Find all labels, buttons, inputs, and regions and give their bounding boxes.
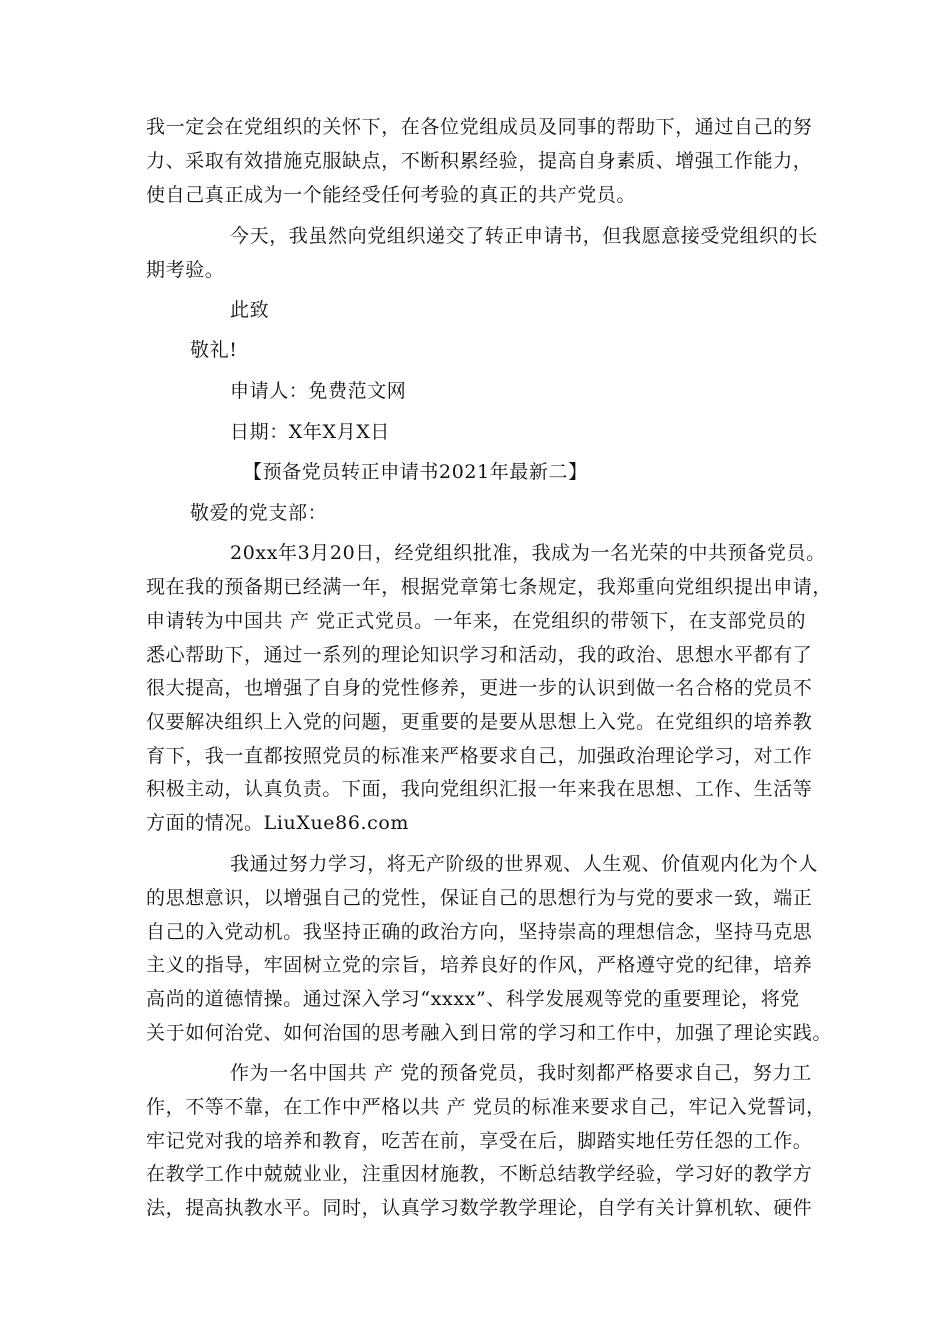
paragraph-line: 悉心帮助下，通过一系列的理论知识学习和活动，我的政治、思想水平都有了 (146, 644, 813, 666)
paragraph-line: 的思想意识，以增强自己的党性，保证自己的思想行为与党的要求一致，端正 (146, 887, 813, 909)
paragraph-line: 在教学工作中兢兢业业，注重因材施教，不断总结教学经验，学习好的教学方 (146, 1163, 813, 1185)
section-title: 【预备党员转正申请书2021年最新二】 (243, 461, 588, 483)
paragraph-line: 申请转为中国共 产 党正式党员。一年来，在党组织的带领下，在支部党员的 (146, 610, 807, 632)
paragraph-line: 期考验。 (146, 259, 225, 281)
closing-salute: 敬礼! (190, 339, 238, 361)
paragraph-line: 积极主动，认真负责。下面，我向党组织汇报一年来我在思想、工作、生活等 (146, 778, 813, 800)
paragraph-line: 作，不等不靠，在工作中严格以共 产 党员的标准来要求自己，牢记入党誓词， (146, 1096, 826, 1118)
paragraph-line: 关于如何治党、如何治国的思考融入到日常的学习和工作中，加强了理论实践。 (146, 1022, 833, 1044)
paragraph-line: 力、采取有效措施克服缺点，不断积累经验，提高自身素质、增强工作能力， (146, 150, 813, 172)
paragraph-line: 我通过努力学习，将无产阶级的世界观、人生观、价值观内化为个人 (230, 853, 819, 875)
paragraph-line: 使自己真正成为一个能经受任何考验的真正的共产党员。 (146, 184, 637, 206)
paragraph-line: 现在我的预备期已经满一年，根据党章第七条规定，我郑重向党组织提出申请， (146, 576, 833, 598)
paragraph-line: 20xx年3月20日，经党组织批准，我成为一名光荣的中共预备党员。 (230, 542, 826, 564)
paragraph-line: 我一定会在党组织的关怀下，在各位党组成员及同事的帮助下，通过自己的努 (146, 116, 813, 138)
paragraph-line: 今天，我虽然向党组织递交了转正申请书，但我愿意接受党组织的长 (230, 225, 819, 247)
paragraph-line: 自己的入党动机。我坚持正确的政治方向，坚持崇高的理想信念，坚持马克思 (146, 921, 813, 943)
paragraph-line: 育下，我一直都按照党员的标准来严格要求自己，加强政治理论学习，对工作 (146, 745, 813, 767)
applicant-line: 申请人：免费范文网 (230, 380, 407, 402)
paragraph-line: 方面的情况。LiuXue86.com (146, 812, 410, 834)
paragraph-line: 牢记党对我的培养和教育，吃苦在前，享受在后，脚踏实地任劳任怨的工作。 (146, 1130, 813, 1152)
paragraph-line: 高尚的道德情操。通过深入学习“xxxx”、科学发展观等党的重要理论，将党 (146, 988, 800, 1010)
paragraph-line: 很大提高，也增强了自身的党性修养，更进一步的认识到做一名合格的党员不 (146, 677, 813, 699)
paragraph-line: 仅要解决组织上入党的问题，更重要的是要从思想上入党。在党组织的培养教 (146, 711, 813, 733)
paragraph-line: 法，提高执教水平。同时，认真学习数学教学理论，自学有关计算机软、硬件 (146, 1197, 813, 1219)
closing-line: 此致 (230, 299, 270, 321)
paragraph-line: 作为一名中国共 产 党的预备党员，我时刻都严格要求自己，努力工 (230, 1062, 812, 1084)
date-line: 日期：X年X月X日 (230, 421, 390, 443)
paragraph-line: 主义的指导，牢固树立党的宗旨，培养良好的作风，严格遵守党的纪律，培养 (146, 954, 813, 976)
salutation: 敬爱的党支部： (190, 502, 328, 524)
